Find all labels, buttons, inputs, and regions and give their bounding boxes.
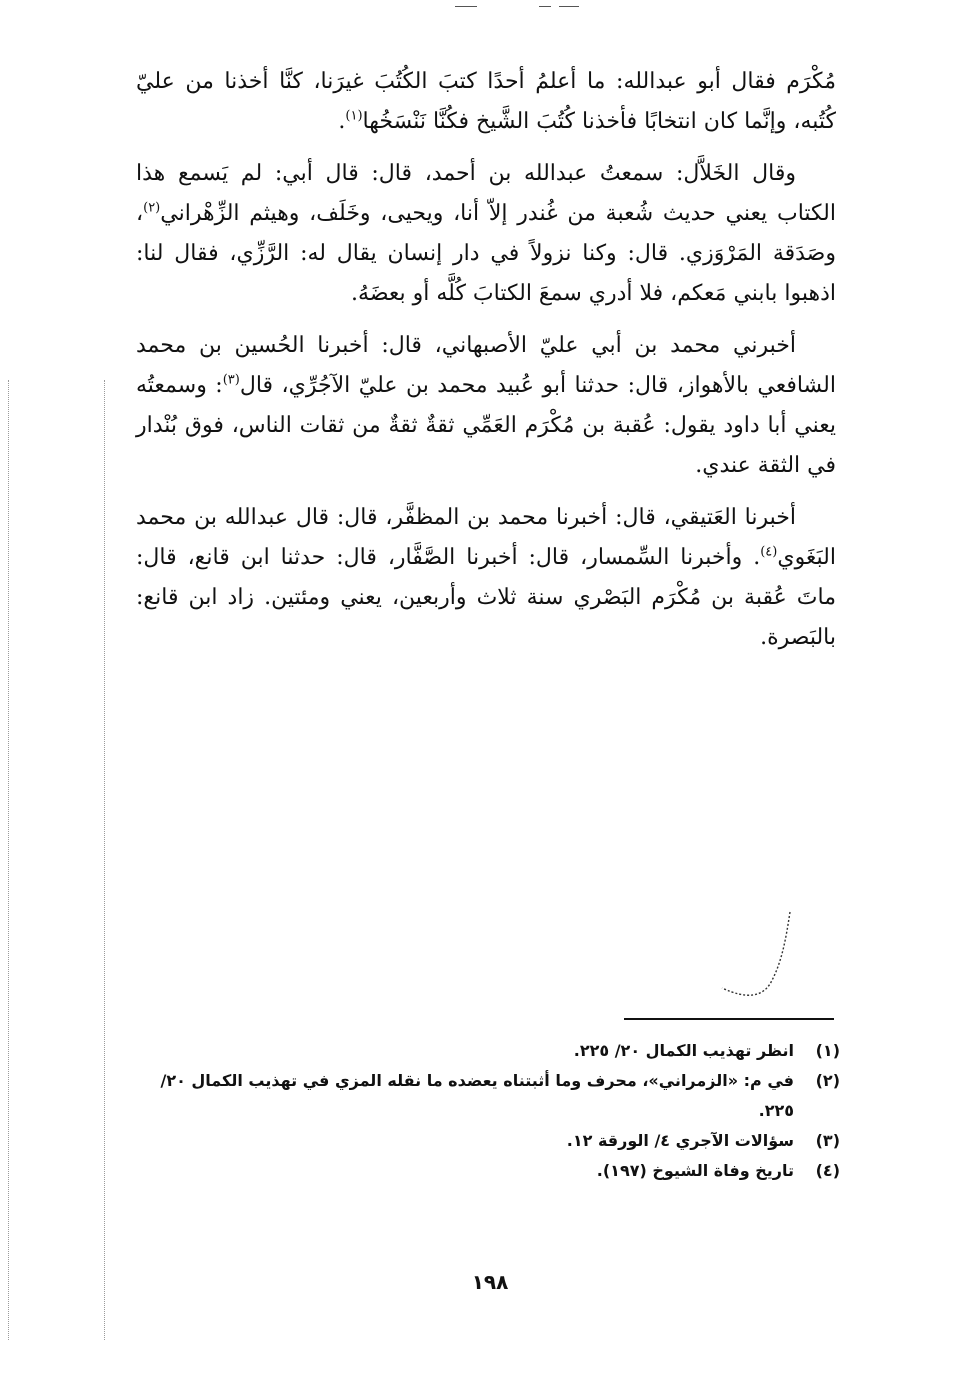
pen-stroke-mark <box>700 908 800 1008</box>
footnote-ref-4: (٤) <box>760 544 778 560</box>
footnote-text: في م: «الزمراني»، محرف وما أثبتناه يعضده ما نقله المزي في تهذيب الكمال ٢٠/ ٢٢٥. <box>160 1071 794 1120</box>
footnote-text: سؤالات الآجري ٤/ الورقة ١٢. <box>566 1131 794 1150</box>
paragraph-2 <box>136 154 836 314</box>
paragraph-1 <box>136 62 836 142</box>
footnote-ref-2: (٢) <box>143 200 161 216</box>
main-text <box>136 62 836 670</box>
footnote-3 <box>150 1126 840 1156</box>
footnote-number: (٤) <box>815 1161 840 1180</box>
paragraph-3-text: أخبرني محمد بن أبي عليّ الأصبهاني، قال: أخبرنا الحُسين بن محمد الشافعي بالأهواز، قال: حدثنا أبو عُبيد محمد بن عليّ الآجُرِّي، قال <box>136 333 836 398</box>
footnote-1 <box>150 1036 840 1066</box>
footnote-number: (٢) <box>815 1071 840 1090</box>
footnotes <box>150 1036 840 1186</box>
scan-edge-inner <box>104 380 105 1340</box>
paragraph-3 <box>136 326 836 486</box>
footnote-number: (٣) <box>815 1131 840 1150</box>
paragraph-1-text: مُكْرَم فقال أبو عبدالله: ما أعلمُ أحدًا كتبَ الكُتُبَ غيرَنا، كنَّا أخذنا من عليّ كُتُبه، وإنَّما كان انتخابًا فأخذنا كُتُبَ الشَّيخ فكُنَّا نَنْسَخُها <box>136 69 836 134</box>
footnote-text: انظر تهذيب الكمال ٢٠/ ٢٢٥. <box>573 1041 794 1060</box>
footnote-ref-1: (١) <box>345 108 363 124</box>
page-number: ١٩٨ <box>471 1270 509 1294</box>
paragraph-4 <box>136 498 836 658</box>
footnote-text: تاريخ وفاة الشيوخ (١٩٧). <box>596 1161 794 1180</box>
footnote-number: (١) <box>815 1041 840 1060</box>
footnote-ref-3: (٣) <box>222 372 240 388</box>
footnote-divider <box>624 1018 834 1020</box>
paragraph-4-text: أخبرنا العَتيقي، قال: أخبرنا محمد بن المظفَّر، قال: قال عبدالله بن محمد البَغَوي <box>136 505 836 570</box>
footnote-2 <box>150 1066 840 1126</box>
scan-header-marks <box>455 2 585 10</box>
paragraph-2-tail: ، وصَدَقة المَرْوَزي. قال: وكنا نزولاً في دار إنسان يقال له: الرَّزِّي، فقال لنا: اذهبوا بابني مَعكم، فلا أدري سمعَ الكتابَ كُلَّه أو بعضَهُ. <box>136 201 836 306</box>
footnote-4 <box>150 1156 840 1186</box>
paragraph-1-tail: . <box>338 109 346 134</box>
paragraph-3-tail: : وسمعتُه يعني أبا داود يقول: عُقبة بن مُكْرَم العَمِّي ثقةٌ ثقةٌ من ثقات الناس، فوق بُنْدار في الثقة عندي. <box>136 373 836 478</box>
paragraph-4-tail: . وأخبرنا السِّمسار، قال: أخبرنا الصَّفَّار، قال: حدثنا ابن قانع، قال: ماتَ عُقبة بن مُكْرَم البَصْري سنة ثلاث وأربعين، يعني ومئتين. زاد ابن قانع: بالبَصرة. <box>136 545 836 650</box>
paragraph-2-text: وقال الخَلاَّل: سمعتُ عبدالله بن أحمد، قال: قال أبي: لم يَسمع هذا الكتاب يعني حديث شُعبة من غُندر إلاّ أنا، ويحيى، وخَلَف، وهيثم الزِّهْراني <box>136 161 836 226</box>
scan-edge-left <box>8 380 9 1340</box>
